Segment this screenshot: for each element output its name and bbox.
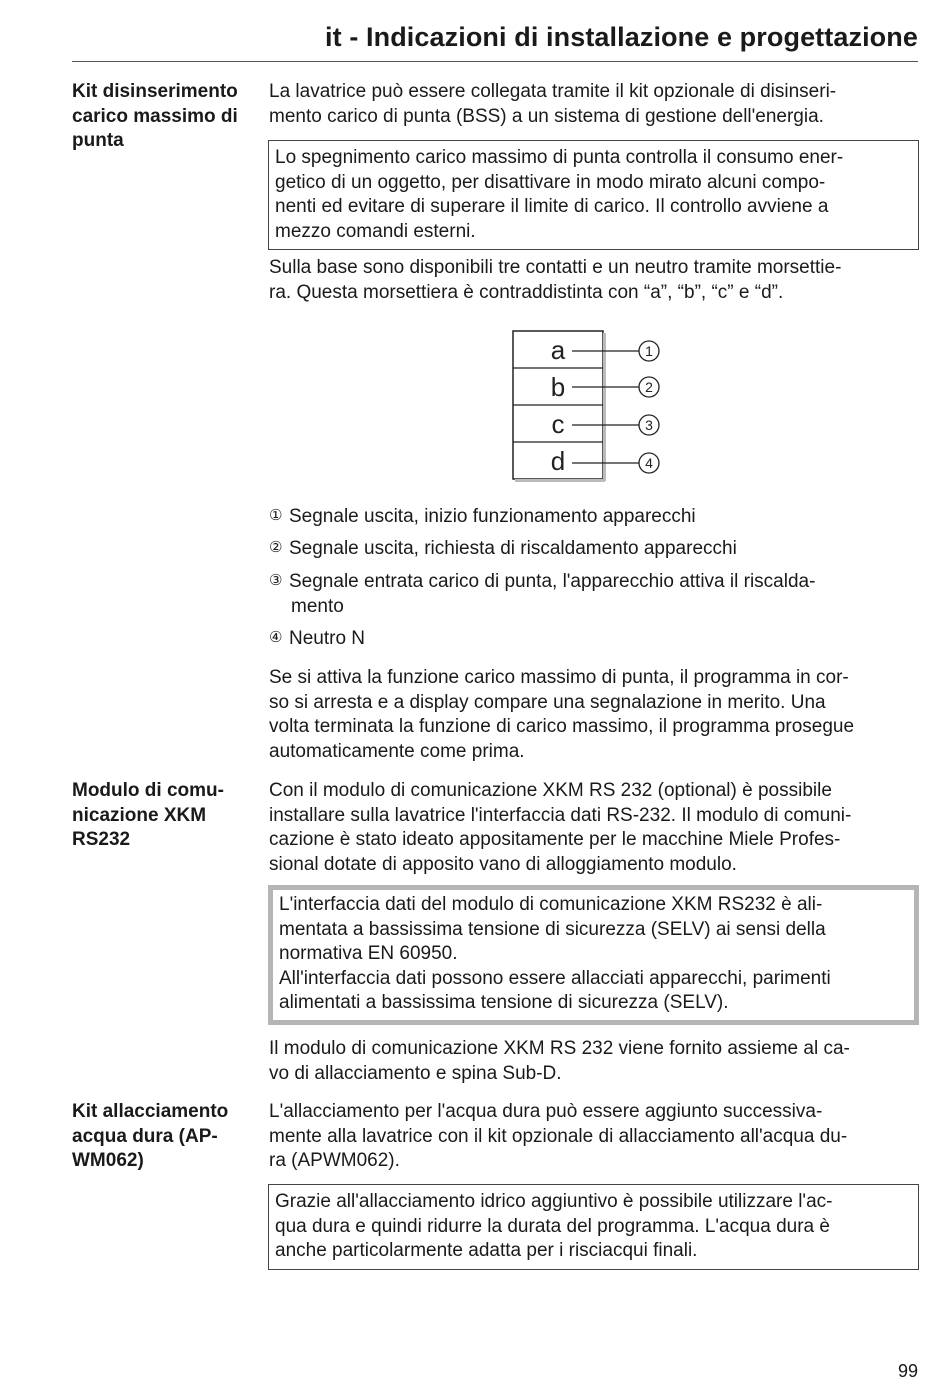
text-line: All'interfaccia dati possono essere allacciati apparecchi, parimenti	[279, 967, 831, 989]
text-line: L'interfaccia dati del modulo di comunicazione XKM RS232 è ali-	[279, 894, 823, 915]
terminal-block-diagram	[500, 325, 680, 490]
marker-number-2: 2	[645, 379, 653, 395]
text-line: sional dotate di apposito vano di alloggiamento modulo.	[269, 853, 737, 875]
heading-line: Kit disinserimento	[72, 81, 238, 102]
text-line: anche particolarmente adatta per i risciacqui finali.	[275, 1240, 698, 1261]
text-line: vo di allacciamento e spina Sub-D.	[269, 1062, 562, 1084]
peak-load-behavior-text	[269, 666, 919, 764]
legend-text: Segnale entrata carico di punta, l'apparecchio attiva il riscalda-	[289, 571, 816, 592]
text-line: La lavatrice può essere collegata tramite il kit opzionale di disinseri-	[269, 81, 837, 102]
heading-line: RS232	[72, 829, 131, 850]
communication-module-warning-box	[268, 885, 919, 1025]
text-line: nenti ed evitare di superare il limite di carico. Il controllo avviene a	[275, 196, 829, 217]
legend-marker: ③	[269, 572, 283, 589]
heading-line: Kit allacciamento	[72, 1101, 229, 1122]
section-heading-communication-module	[72, 779, 262, 853]
text-line: mezzo comandi esterni.	[275, 220, 476, 242]
heading-line: nicazione XKM	[72, 804, 207, 826]
hard-water-note-box	[268, 1184, 919, 1270]
text-line: automaticamente come prima.	[269, 740, 525, 762]
text-line: getico di un oggetto, per disattivare in modo mirato alcuni compo-	[275, 171, 826, 193]
section-heading-hard-water-kit	[72, 1100, 262, 1174]
text-line: L'allacciamento per l'acqua dura può essere aggiunto successiva-	[269, 1101, 823, 1122]
legend-item	[269, 504, 696, 530]
text-line: so si arresta e a display compare una segnalazione in merito. Una	[269, 691, 826, 713]
legend-text: Neutro N	[289, 628, 366, 649]
heading-line: carico massimo di	[72, 105, 238, 127]
legend-marker: ②	[269, 539, 283, 556]
heading-line: WM062)	[72, 1150, 144, 1171]
text-line: Il modulo di comunicazione XKM RS 232 viene fornito assieme al ca-	[269, 1038, 850, 1059]
terminal-label-c: c	[551, 409, 565, 439]
legend-text: Segnale uscita, richiesta di riscaldamento apparecchi	[289, 538, 737, 559]
text-line: mentata a bassissima tensione di sicurezza (SELV) ai sensi della	[279, 918, 826, 940]
text-line: installare sulla lavatrice l'interfaccia dati RS-232. Il modulo di comuni-	[269, 804, 852, 826]
peak-load-intro	[269, 80, 919, 129]
marker-number-4: 4	[645, 455, 653, 471]
text-line: qua dura e quindi ridurre la durata del programma. L'acqua dura è	[275, 1215, 830, 1237]
legend-text: mento	[291, 595, 344, 617]
text-line: Lo spegnimento carico massimo di punta controlla il consumo ener-	[275, 147, 844, 168]
communication-module-delivery-text	[269, 1037, 919, 1086]
peak-load-note-box	[268, 140, 919, 250]
marker-number-1: 1	[645, 343, 653, 359]
legend-text: Segnale uscita, inizio funzionamento apparecchi	[289, 506, 696, 527]
heading-line: acqua dura (AP-	[72, 1125, 218, 1147]
legend-item	[269, 536, 737, 562]
text-line: Sulla base sono disponibili tre contatti e un neutro tramite morsettie-	[269, 257, 842, 278]
section-heading-peak-load	[72, 80, 262, 154]
heading-line: Modulo di comu-	[72, 780, 224, 801]
terminal-label-b: b	[550, 372, 566, 402]
text-line: Con il modulo di comunicazione XKM RS 232 (optional) è possibile	[269, 780, 832, 801]
text-line: ra. Questa morsettiera è contraddistinta con “a”, “b”, “c” e “d”.	[269, 281, 784, 303]
heading-line: punta	[72, 130, 124, 151]
communication-module-intro	[269, 779, 919, 877]
header-divider	[72, 61, 918, 62]
text-line: volta terminata la funzione di carico massimo, il programma prosegue	[269, 716, 855, 737]
text-line: ra (APWM062).	[269, 1150, 400, 1171]
marker-number-3: 3	[645, 417, 653, 433]
legend-marker: ①	[269, 507, 283, 524]
terminal-label-d: d	[550, 446, 566, 476]
legend-item	[269, 569, 815, 619]
text-line: mente alla lavatrice con il kit opzionale di allacciamento all'acqua du-	[269, 1125, 848, 1147]
page-title: it - Indicazioni di installazione e progettazione	[325, 22, 918, 52]
legend-marker: ④	[269, 629, 283, 646]
text-line: Grazie all'allacciamento idrico aggiuntivo è possibile utilizzare l'ac-	[275, 1191, 833, 1212]
hard-water-intro	[269, 1100, 919, 1174]
legend-item	[269, 626, 365, 652]
text-line: cazione è stato ideato appositamente per le macchine Miele Profes-	[269, 829, 841, 850]
text-line: normativa EN 60950.	[279, 943, 458, 964]
text-line: alimentati a bassissima tensione di sicurezza (SELV).	[279, 992, 729, 1013]
page-number: 99	[897, 1361, 918, 1381]
terminal-label-a: a	[550, 335, 566, 365]
terminal-block-text	[269, 256, 919, 305]
text-line: mento carico di punta (BSS) a un sistema di gestione dell'energia.	[269, 105, 824, 127]
text-line: Se si attiva la funzione carico massimo di punta, il programma in cor-	[269, 667, 849, 688]
